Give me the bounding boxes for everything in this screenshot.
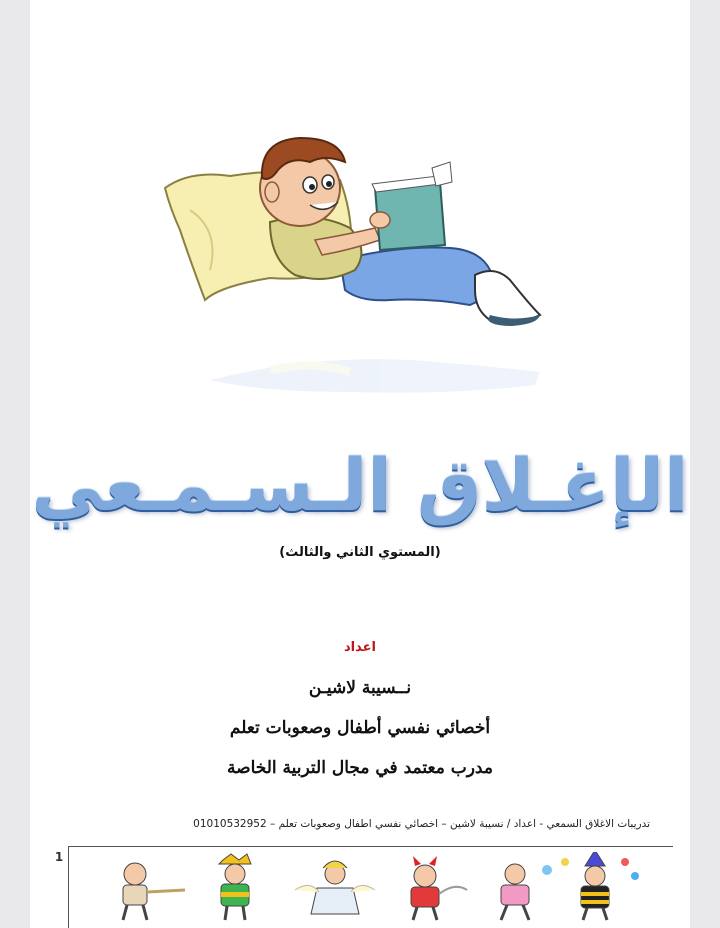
- child-figure-2-icon: [219, 854, 251, 920]
- page-number: 1: [54, 850, 64, 864]
- child-figure-4-icon: [411, 856, 467, 920]
- author-name: نــسيبة لاشيـن: [308, 678, 412, 698]
- author-certification: مدرب معتمد في مجال التربية الخاصة: [227, 758, 493, 778]
- children-border-icon: [95, 852, 655, 924]
- child-figure-5-icon: [501, 864, 552, 920]
- document-title: الإغـلاق الـسـمـعي: [31, 443, 689, 527]
- child-figure-3-icon: [295, 861, 375, 914]
- document-subtitle: (المستوي الثاني والثالث): [279, 545, 441, 560]
- prepared-by-label: اعداد: [344, 640, 376, 655]
- author-role: أخصائي نفسي أطفال وصعوبات تعلم: [229, 718, 491, 738]
- footer-divider: [68, 846, 673, 847]
- boy-reading-illustration: [150, 110, 580, 400]
- footer-text: تدريبات الاغلاق السمعي - اعداد / نسيبة لاشين – اخصائي نفسي اطفال وصعوبات تعلم – 01010532952: [193, 818, 650, 830]
- child-figure-6-icon: [561, 852, 639, 920]
- footer-vertical-divider: [68, 846, 69, 928]
- child-figure-1-icon: [123, 863, 185, 920]
